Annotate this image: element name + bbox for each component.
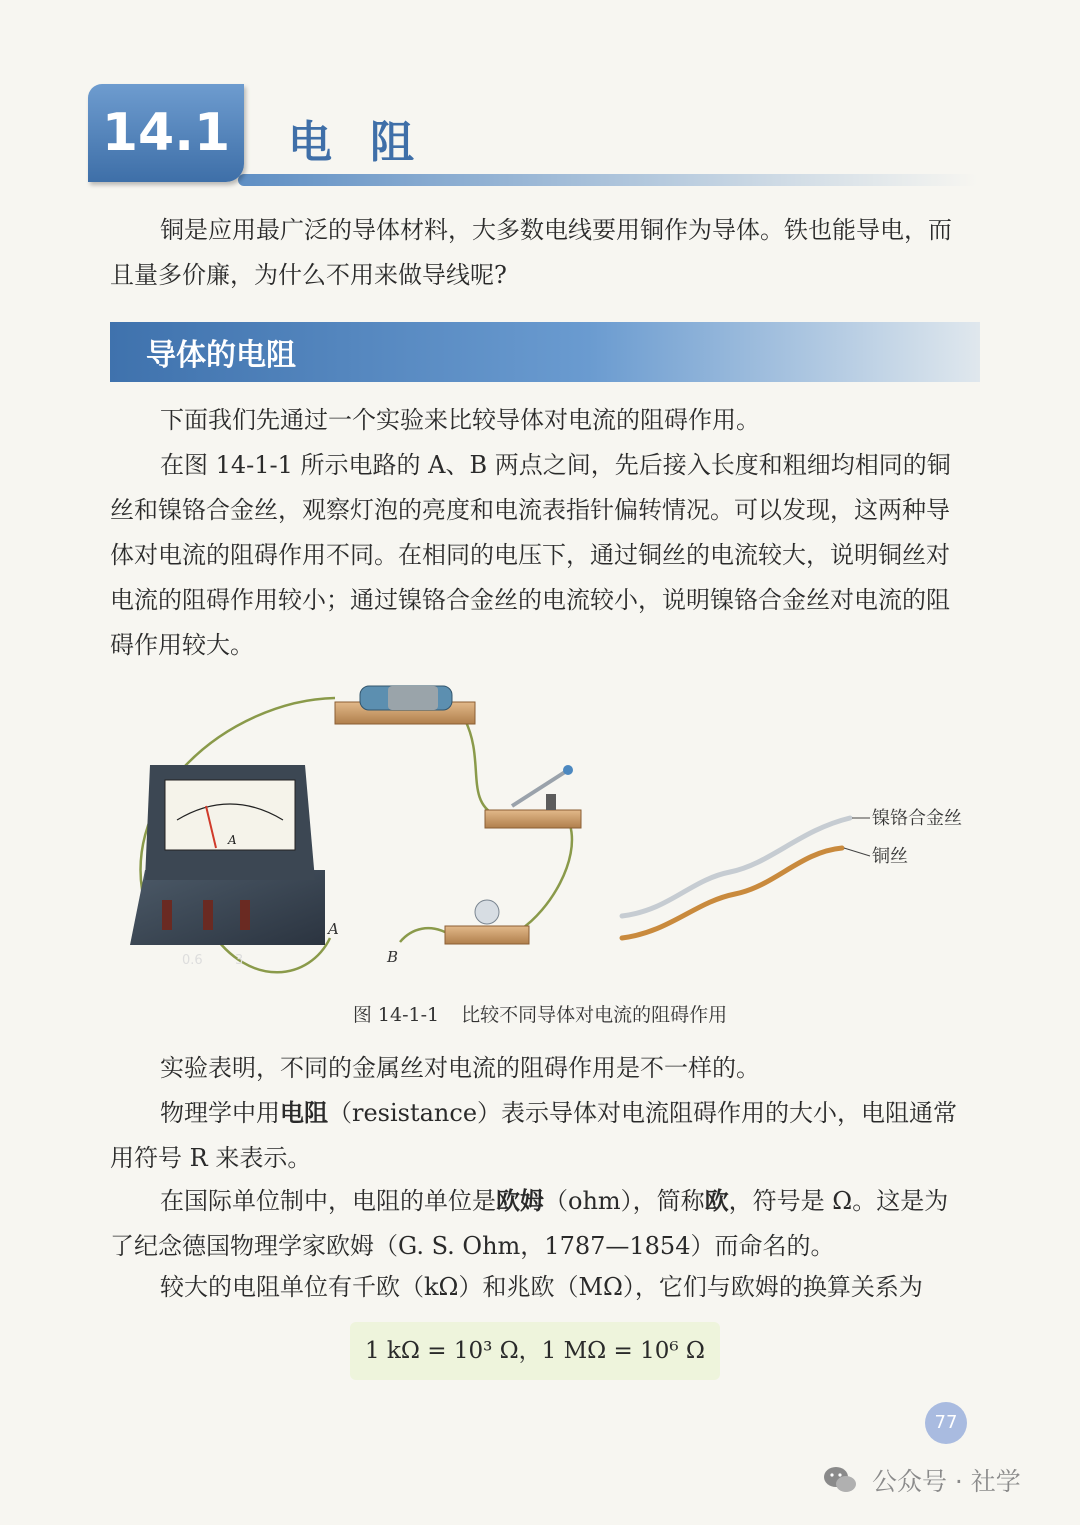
ammeter-unit-label: A (228, 833, 237, 847)
bulb-base (445, 926, 529, 944)
paragraph-4 (110, 1090, 970, 1181)
terminal-post-1 (162, 900, 172, 930)
point-a-label: A (328, 920, 339, 938)
circuit-illustration (110, 680, 990, 990)
paragraph-5-post: ，符号是 Ω。这是为了纪念德国物理学家欧姆（G. S. Ohm，1787—1854）而命名的。 (110, 1187, 949, 1260)
switch-base (485, 810, 581, 828)
section-header-band (238, 174, 978, 186)
terminal-label-2: 3 (235, 953, 244, 968)
paragraph-1: 下面我们先通过一个实验来比较导体对电流的阻碍作用。 (160, 406, 760, 434)
watermark-text: 公众号 · 社学 (871, 1467, 1021, 1496)
bulb-icon (475, 900, 499, 924)
nichrome-label: 镍铬合金丝 (872, 808, 962, 829)
terminal-post-3 (240, 900, 250, 930)
intro-paragraph: 铜是应用最广泛的导体材料，大多数电线要用铜作为导体。铁也能导电，而且量多价廉，为什么不用来做导线呢? (110, 216, 952, 289)
term-ohm: 欧姆 (496, 1186, 544, 1215)
paragraph-2: 在图 14-1-1 所示电路的 A、B 两点之间，先后接入长度和粗细均相同的铜丝和镍铬合金丝，观察灯泡的亮度和电流表指针偏转情况。可以发现，这两种导体对电流的阻碍作用不同。在相同的电压下，通过铜丝的电流较大，说明铜丝对电流的阻碍作用较小；通过镍铬合金丝的电流较小，说明镍铬合金丝对电流的阻碍作用较大。 (110, 451, 951, 659)
paragraph-5-pre: 在国际单位制中，电阻的单位是 (160, 1187, 496, 1215)
ammeter-base (130, 870, 325, 945)
page-number: 77 (925, 1402, 967, 1444)
term-ohm-short: 欧 (704, 1186, 729, 1215)
paragraph-6: 较大的电阻单位有千欧（kΩ）和兆欧（MΩ），它们与欧姆的换算关系为 (160, 1273, 923, 1301)
terminal-post-2 (203, 900, 213, 930)
section-header (88, 84, 993, 184)
figure-caption-text: 比较不同导体对电流的阻碍作用 (461, 1004, 728, 1026)
switch-knob (563, 765, 573, 775)
figure-caption (0, 1000, 1080, 1027)
section-number: 14.1 (88, 84, 244, 182)
terminal-label-1: 0.6 (182, 953, 203, 968)
copper-label: 铜丝 (872, 846, 908, 867)
term-resistance: 电阻 (280, 1098, 328, 1127)
paragraph-4-post: 表示导体对电流阻碍作用的大小，电阻通常用符号 R 来表示。 (110, 1099, 958, 1172)
paragraph-3: 实验表明，不同的金属丝对电流的阻碍作用是不一样的。 (160, 1054, 760, 1082)
point-b-label: B (387, 948, 399, 966)
paragraph-5 (110, 1178, 970, 1269)
subsection-heading-bar (110, 322, 980, 382)
battery-cap (388, 686, 438, 710)
paragraph-4-pre: 物理学中用 (160, 1099, 280, 1127)
paragraph-5-mid: （ohm），简称 (544, 1187, 705, 1215)
switch-post (546, 794, 556, 810)
unit-conversion-formula: 1 kΩ = 10³ Ω，1 MΩ = 10⁶ Ω (350, 1322, 720, 1380)
copper-leader (844, 848, 870, 856)
watermark (822, 1462, 1021, 1502)
switch-lever (512, 772, 565, 806)
subsection-heading: 导体的电阻 (146, 338, 296, 373)
copper-wire (622, 848, 842, 938)
section-title: 电阻 (288, 117, 452, 168)
wire-top-right (465, 720, 495, 815)
wire-right (520, 825, 572, 930)
nichrome-wire (622, 818, 850, 916)
wechat-icon (822, 1465, 858, 1495)
term-resistance-english: （resistance） (328, 1099, 502, 1127)
circuit-figure (110, 680, 990, 990)
figure-caption-number: 图 14-1-1 (352, 1004, 440, 1026)
